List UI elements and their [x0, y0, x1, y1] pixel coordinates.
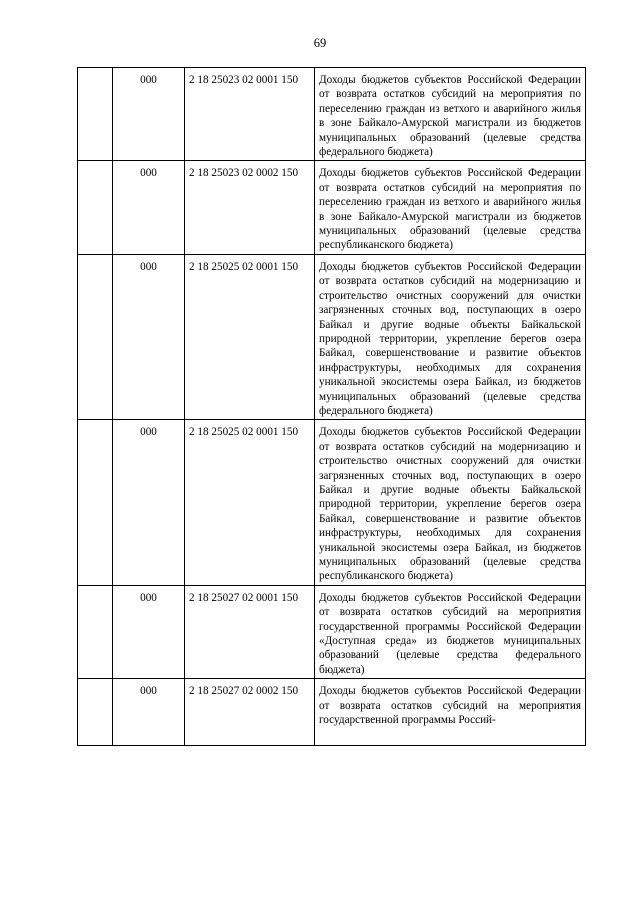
admin-code-cell: 000	[113, 68, 185, 161]
revenue-name-cell: Доходы бюджетов субъектов Российской Федерации от возврата остатков субсидий на мероприятия по переселению граждан из ветхого и аварийного жилья в зоне Байкало-Амурской магистрали из бюджетов муниципальных образований (целевые средства федерального бюджета)	[315, 68, 586, 161]
table-row	[78, 585, 586, 678]
table-row	[78, 679, 586, 746]
admin-code-cell: 000	[113, 420, 185, 585]
budget-revenue-table	[77, 67, 586, 746]
revenue-name-cell: Доходы бюджетов субъектов Российской Федерации от возврата остатков субсидий на модернизацию и строительство очистных сооружений для очистки загрязненных сточных вод, поступающих в озеро Байкал и другие водные объекты Байкальской природной территории, укрепление берегов озера Байкал, совершенствование и развитие объектов инфраструктуры, необходимых для сохранения уникальной экосистемы озера Байкал, из бюджетов муниципальных образований (целевые средства республиканского бюджета)	[315, 420, 586, 585]
budget-code-cell: 2 18 25023 02 0002 150	[185, 161, 315, 254]
admin-code-cell: 000	[113, 679, 185, 746]
table-row	[78, 420, 586, 585]
revenue-name-cell: Доходы бюджетов субъектов Российской Федерации от возврата остатков субсидий на мероприятия государственной программы Российской Федерации «Доступная среда» из бюджетов муниципальных образований (целевые средства федерального бюджета)	[315, 585, 586, 678]
revenue-name-cell: Доходы бюджетов субъектов Российской Федерации от возврата остатков субсидий на мероприятия по переселению граждан из ветхого и аварийного жилья в зоне Байкало-Амурской магистрали из бюджетов муниципальных образований (целевые средства республиканского бюджета)	[315, 161, 586, 254]
empty-cell	[78, 420, 113, 585]
revenue-name-cell: Доходы бюджетов субъектов Российской Федерации от возврата остатков субсидий на модернизацию и строительство очистных сооружений для очистки загрязненных сточных вод, поступающих в озеро Байкал и другие водные объекты Байкальской природной территории, укрепление берегов озера Байкал, совершенствование и развитие объектов инфраструктуры, необходимых для сохранения уникальной экосистемы озера Байкал, из бюджетов муниципальных образований (целевые средства федерального бюджета)	[315, 254, 586, 419]
budget-code-cell: 2 18 25025 02 0001 150	[185, 420, 315, 585]
empty-cell	[78, 679, 113, 746]
revenue-name-cell: Доходы бюджетов субъектов Российской Федерации от возврата остатков субсидий на мероприятия государственной программы Россий-	[315, 679, 586, 746]
table-row	[78, 161, 586, 254]
empty-cell	[78, 68, 113, 161]
table-row	[78, 254, 586, 419]
page-number: 69	[313, 36, 327, 50]
table-row	[78, 68, 586, 161]
empty-cell	[78, 161, 113, 254]
admin-code-cell: 000	[113, 161, 185, 254]
empty-cell	[78, 585, 113, 678]
budget-code-cell: 2 18 25027 02 0002 150	[185, 679, 315, 746]
budget-code-cell: 2 18 25025 02 0001 150	[185, 254, 315, 419]
admin-code-cell: 000	[113, 585, 185, 678]
budget-code-cell: 2 18 25027 02 0001 150	[185, 585, 315, 678]
empty-cell	[78, 254, 113, 419]
admin-code-cell: 000	[113, 254, 185, 419]
budget-code-cell: 2 18 25023 02 0001 150	[185, 68, 315, 161]
